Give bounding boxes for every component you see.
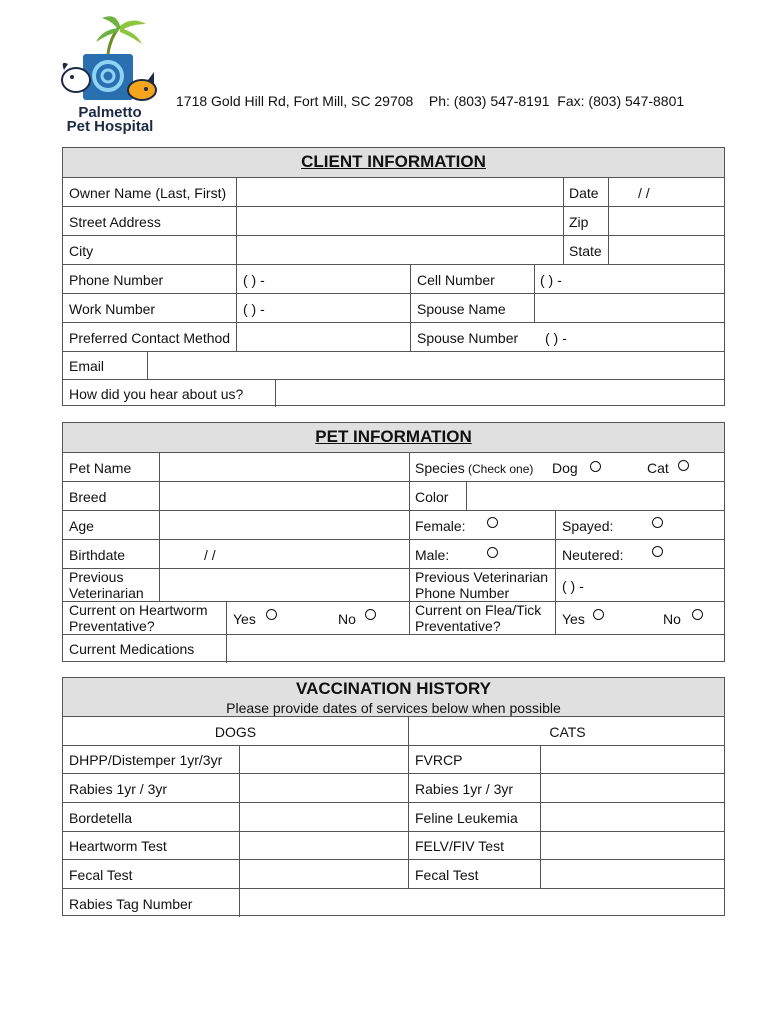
preventative-row [63,601,724,634]
phone-mask: ( ) - [243,272,265,288]
city-row [63,235,724,264]
medications-row [63,634,724,663]
previous-vet-phone-label-1: Previous Veterinarian [415,569,549,585]
zip-label: Zip [569,214,589,230]
dog-vaccine-label: Bordetella [69,810,133,826]
flea-no-label: No [663,611,681,627]
cat-label: Cat [647,460,669,476]
cat-vaccine-label: Fecal Test [415,867,479,883]
species-header-row [63,716,724,745]
cat-vaccine-label: Feline Leukemia [415,810,518,826]
work-mask: ( ) - [243,301,265,317]
email-label: Email [69,358,105,374]
hear-row [63,379,724,407]
street-row [63,206,724,235]
dog-vaccine-label: DHPP/Distemper 1yr/3yr [69,752,223,768]
check-one-note: (Check one) [468,462,534,476]
dog-vaccine-label: Fecal Test [69,867,133,883]
rabies-tag-row [63,888,724,917]
client-information-table [62,147,725,406]
pet-name-row [63,452,724,481]
vaccine-row [63,745,724,773]
logo-line-1: Palmetto [78,104,142,121]
spayed-label: Spayed: [562,518,614,534]
previous-vet-label-2: Veterinarian [69,585,144,601]
species-label: Species [415,460,465,476]
previous-vet-phone-label-2: Phone Number [415,585,510,601]
rabies-tag-label: Rabies Tag Number [69,896,193,912]
birthdate-slashes: / / [204,547,216,563]
palm-tree-icon [50,14,170,106]
pet-name-label: Pet Name [69,460,132,476]
spayed-radio[interactable] [652,517,663,528]
neutered-label: Neutered: [562,547,624,563]
cats-header: CATS [549,724,586,740]
contact-row [63,322,724,351]
birthdate-row [63,539,724,568]
vaccination-history-table [62,677,725,916]
client-section-title: CLIENT INFORMATION [301,152,486,171]
clinic-address: 1718 Gold Hill Rd, Fort Mill, SC 29708 Ph: (803) 547-8191 Fax: (803) 547-8801 [176,93,685,109]
street-label: Street Address [69,214,161,230]
heartworm-label-2: Preventative? [69,618,155,634]
flea-yes-label: Yes [562,611,585,627]
previous-vet-label-1: Previous [69,569,124,585]
pet-information-table [62,422,725,662]
pet-section-title: PET INFORMATION [315,427,472,446]
cat-radio[interactable] [678,460,689,471]
work-label: Work Number [69,301,156,317]
medications-label: Current Medications [69,641,195,657]
palmetto-logo [50,14,170,138]
cell-label: Cell Number [417,272,495,288]
hear-about-label: How did you hear about us? [69,386,244,402]
heartworm-label-1: Current on Heartworm [69,602,208,618]
cat-vaccine-label: Rabies 1yr / 3yr [415,781,514,797]
flea-yes-radio[interactable] [593,609,604,620]
city-label: City [69,243,94,259]
heartworm-no-label: No [338,611,356,627]
logo-line-2: Pet Hospital [66,118,154,135]
date-label: Date [569,185,599,201]
age-label: Age [69,518,94,534]
neutered-radio[interactable] [652,546,663,557]
previous-vet-row [63,568,724,601]
vaccine-row [63,859,724,888]
dog-vaccine-label: Rabies 1yr / 3yr [69,781,168,797]
spouse-number-mask: ( ) - [545,330,567,346]
heartworm-yes-radio[interactable] [266,609,277,620]
spouse-name-label: Spouse Name [417,301,506,317]
vaccination-title: VACCINATION HISTORY [296,679,491,698]
state-label: State [569,243,602,259]
previous-vet-phone-mask: ( ) - [562,578,584,594]
cell-mask: ( ) - [540,272,562,288]
owner-row [63,177,724,206]
spouse-number-label: Spouse Number [417,330,519,346]
cat-vaccine-label: FELV/FIV Test [415,838,504,854]
contact-method-label: Preferred Contact Method [69,330,231,346]
breed-row [63,481,724,510]
phone-row [63,264,724,293]
dog-label: Dog [552,460,578,476]
phone-label: Phone Number [69,272,164,288]
male-label: Male: [415,547,450,563]
flea-tick-label-1: Current on Flea/Tick [415,602,542,618]
age-row [63,510,724,539]
flea-tick-label-2: Preventative? [415,618,501,634]
heartworm-no-radio[interactable] [365,609,376,620]
owner-name-label: Owner Name (Last, First) [69,185,227,201]
vaccine-row [63,802,724,831]
email-row [63,351,724,379]
birthdate-label: Birthdate [69,547,126,563]
vaccination-subtitle: Please provide dates of services below when possible [226,700,561,716]
breed-label: Breed [69,489,107,505]
vaccine-row [63,773,724,802]
heartworm-yes-label: Yes [233,611,256,627]
male-radio[interactable] [487,547,498,558]
date-slashes: / / [638,185,650,201]
dog-vaccine-label: Heartworm Test [69,838,167,854]
female-label: Female: [415,518,466,534]
dogs-header: DOGS [214,724,257,740]
female-radio[interactable] [487,517,498,528]
work-row [63,293,724,322]
cat-vaccine-label: FVRCP [415,752,463,768]
color-label: Color [415,489,449,505]
dog-radio[interactable] [590,461,601,472]
vaccine-row [63,831,724,859]
flea-no-radio[interactable] [692,609,703,620]
